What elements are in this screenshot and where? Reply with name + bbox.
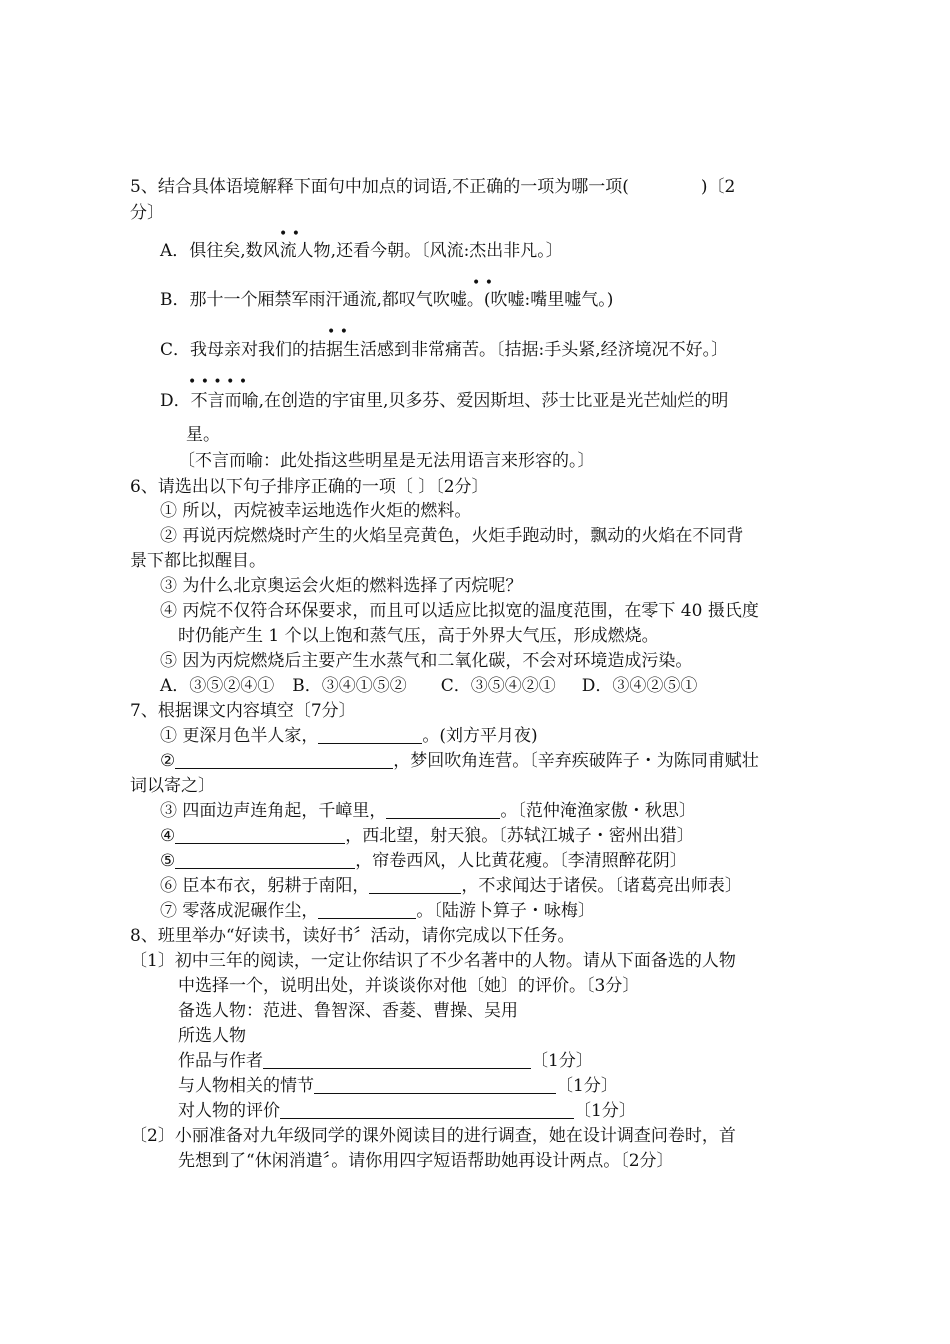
fill-blank[interactable] [280, 1101, 574, 1119]
q8-part2-line1: 〔2〕小丽准备对九年级同学的课外阅读目的进行调查，她在设计调查问卷时，首 [130, 1126, 736, 1146]
q8-stem: 8、班里举办“好读书，读好书〞活动，请你完成以下任务。 [130, 926, 575, 946]
q8-candidates: 备选人物：范进、鲁智深、香菱、曹操、吴用 [178, 1001, 518, 1021]
q6-option-d[interactable]: D．③④②⑤① [581, 676, 698, 696]
q6-sentence-2a: ② 再说丙烷燃烧时产生的火焰呈亮黄色，火炬手跑动时，飘动的火焰在不同背 [160, 526, 744, 546]
q6-options [160, 675, 697, 697]
q5-option-a: A．俱往矣,数风流人物,还看今朝。〔风流:杰出非凡。〕 [160, 241, 563, 261]
fill-blank[interactable] [386, 801, 500, 819]
q8-part1-line1: 〔1〕初中三年的阅读，一定让你结识了不少名著中的人物。请从下面备选的人物 [130, 951, 736, 971]
fill-blank[interactable] [175, 851, 355, 869]
fill-blank[interactable] [175, 751, 393, 769]
q8-eval-line: 对人物的评价 〔1分〕 [178, 1101, 636, 1121]
q7-line-5: ⑤ ，帘卷西风，人比黄花瘦。〔李清照醉花阴〕 [160, 851, 687, 871]
q5-option-c: C．我母亲对我们的拮据生活感到非常痛苦。〔拮据:手头紧,经济境况不好。〕 [160, 340, 729, 360]
q5-stem-line1: 5、结合具体语境解释下面句中加点的词语,不正确的一项为哪一项( )〔2 [130, 177, 736, 197]
q6-sentence-1: ① 所以，丙烷被幸运地选作火炬的燃料。 [160, 501, 472, 521]
q5-stem-line2: 分〕 [130, 203, 164, 223]
q7-line-4: ④ ，西北望，射天狼。〔苏轼江城子・密州出猎〕 [160, 826, 694, 846]
fill-blank[interactable] [369, 876, 461, 894]
q5-option-b: B．那十一个厢禁军雨汗通流,都叹气吹嘘。(吹嘘:嘴里嘘气。) [160, 290, 614, 310]
fill-blank[interactable] [318, 901, 416, 919]
q8-selected-label: 所选人物 [178, 1026, 246, 1046]
q7-line-2: ② ，梦回吹角连营。〔辛弃疾破阵子・为陈同甫赋壮 [160, 751, 759, 771]
q7-line-6: ⑥ 臣本布衣，躬耕于南阳， ，不求闻达于诸侯。〔诸葛亮出师表〕 [160, 876, 742, 896]
q6-option-a[interactable]: A．③⑤②④① [160, 676, 275, 696]
q5-option-d-note: 〔不言而喻：此处指这些明星是无法用语言来形容的。〕 [178, 451, 595, 471]
emphasis-dots: • • [327, 324, 348, 340]
q7-line-3: ③ 四面边声连角起，千嶂里， 。〔范仲淹渔家傲・秋思〕 [160, 801, 696, 821]
q6-option-b[interactable]: B．③④①⑤② [292, 676, 407, 696]
fill-blank[interactable] [314, 1076, 556, 1094]
q6-sentence-5: ⑤ 因为丙烷燃烧后主要产生水蒸气和二氧化碳，不会对环境造成污染。 [160, 651, 693, 671]
fill-blank[interactable] [175, 826, 345, 844]
q5-option-d-line2: 星。 [186, 425, 220, 445]
emphasis-dots: • • • • • [188, 374, 248, 390]
emphasis-dots: • • [472, 275, 493, 291]
fill-blank[interactable] [263, 1051, 531, 1069]
q7-line-2b: 词以寄之〕 [130, 776, 215, 796]
q5-option-d-line1: D．不言而喻,在创造的宇宙里,贝多芬、爱因斯坦、莎士比亚是光芒灿烂的明 [160, 391, 729, 411]
q6-stem: 6、请选出以下句子排序正确的一项〔 〕〔2分〕 [130, 477, 489, 497]
q6-sentence-4b: 时仍能产生 1 个以上饱和蒸气压，高于外界大气压，形成燃烧。 [178, 626, 659, 646]
q7-line-1: ① 更深月色半人家， 。(刘方平月夜) [160, 726, 538, 746]
q8-part2-line2: 先想到了“休闲消遣〞。请你用四字短语帮助她再设计两点。〔2分〕 [178, 1151, 674, 1171]
fill-blank[interactable] [318, 726, 422, 744]
q8-work-line: 作品与作者 〔1分〕 [178, 1051, 593, 1071]
q6-sentence-4a: ④ 丙烷不仅符合环保要求，而且可以适应比拟宽的温度范围，在零下 40 摄氏度 [160, 601, 759, 621]
q7-line-7: ⑦ 零落成泥碾作尘， 。〔陆游卜算子・咏梅〕 [160, 901, 595, 921]
q6-sentence-2b: 景下都比拟醒目。 [130, 551, 266, 571]
emphasis-dots: • • [279, 226, 300, 242]
q6-sentence-3: ③ 为什么北京奥运会火炬的燃料选择了丙烷呢？ [160, 576, 523, 596]
q6-option-c[interactable]: C．③⑤④②① [440, 676, 556, 696]
q7-stem: 7、根据课文内容填空〔7分〕 [130, 701, 356, 721]
q8-part1-line2: 中选择一个，说明出处，并谈谈你对他〔她〕的评价。〔3分〕 [178, 976, 640, 996]
q8-plot-line: 与人物相关的情节 〔1分〕 [178, 1076, 618, 1096]
